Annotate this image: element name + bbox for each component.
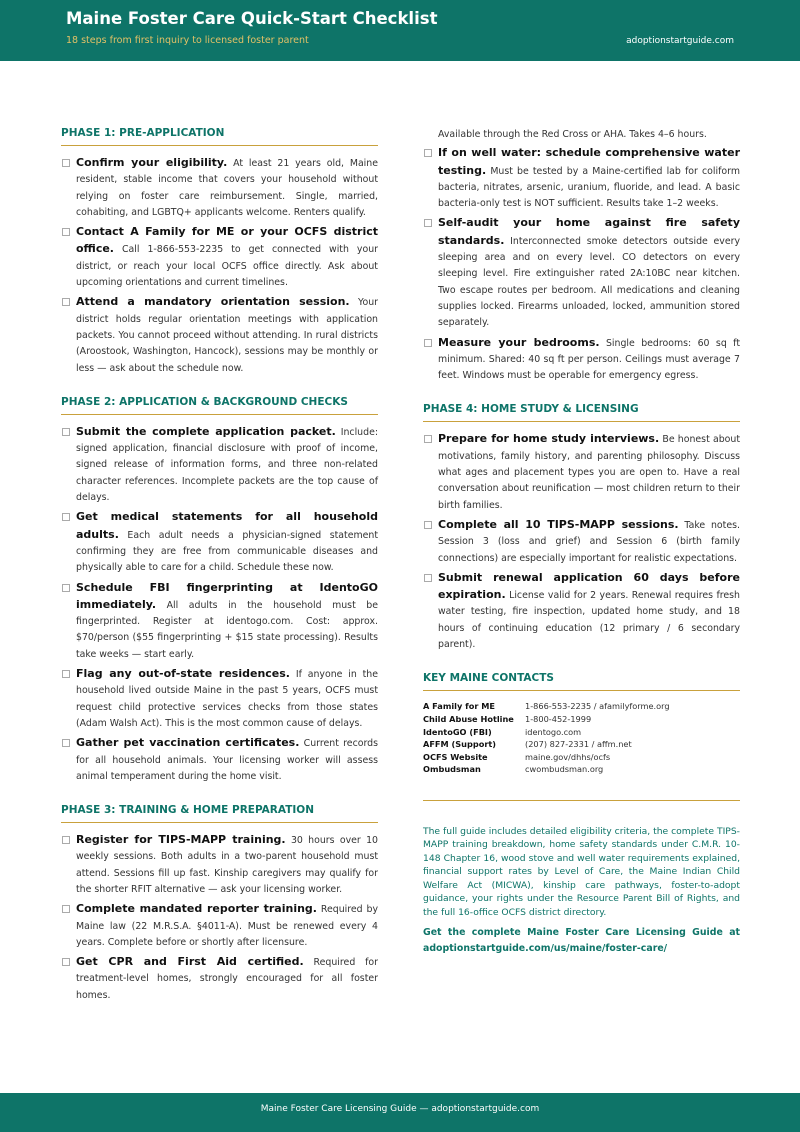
checklist-item-title: Contact A Family for ME or your OCFS district office. [76,225,378,256]
phase1-list [61,155,378,377]
checklist-item-text: Include: signed application, financial disclosure with proof of income, signed release of information forms, and three non-related character references. Incomplete packets are the top cause of delays. [76,426,378,504]
guide-cta-link[interactable]: Get the complete Maine Foster Care Licensing Guide at adoptionstartguide.com/us/maine/foster-care/ [423,927,740,954]
checkbox[interactable] [62,958,70,966]
page-footer [0,1093,800,1132]
contact-value[interactable]: 1-866-553-2235 / afamilyforme.org [525,701,670,712]
contact-row [423,738,740,751]
checklist-item [61,735,378,785]
contact-row [423,700,740,713]
checklist-item [61,294,378,376]
phase3-right-list [423,145,740,384]
contact-name: AFFM (Support) [423,739,497,750]
checklist-item-text: Must be tested by a Maine-certified lab for coliform bacteria, nitrates, arsenic, uranium, fluoride, and lead. A basic bacteria-only test is NOT sufficient. Results take 1–2 weeks. [438,165,740,210]
checklist-item-text: Required for treatment-level homes, strongly encouraged for all foster homes. [76,957,378,1001]
checklist-item [61,901,378,951]
checklist-item-title: Complete all 10 TIPS-MAPP sessions. [438,517,679,531]
contact-name: OCFS Website [423,751,488,762]
section-divider [423,800,740,801]
contact-value[interactable]: maine.gov/dhhs/ocfs [525,751,611,762]
contact-value[interactable]: identogo.com [525,726,582,737]
contact-row [423,713,740,726]
contact-name: Ombudsman [423,764,481,775]
checkbox[interactable] [62,836,70,844]
contact-row [423,726,740,739]
checklist-item-title: Flag any out-of-state residences. [76,667,290,681]
phase2-heading: PHASE 2: APPLICATION & BACKGROUND CHECKS [61,396,378,415]
checklist-item-text: At least 21 years old, Maine resident, stable income that covers your household without relying on foster care reimbursement. Single, married, cohabiting, and LGBTQ+ applicants welcome. Renters qualify. [76,158,378,218]
checklist-item-text: Take notes. Session 3 (loss and grief) and Session 6 (birth family connections) are especially important for realistic expectations. [438,519,740,564]
checklist-item-text: Each adult needs a physician-signed statement confirming they are free from communicable diseases and physically able to care for a child. Schedule these now. [76,529,378,574]
checklist-item [61,224,378,291]
phase4-list [423,431,740,653]
checklist-item-title: If on well water: schedule comprehensive water testing. [438,146,740,177]
phase3-list [61,832,378,1004]
checklist-item [423,570,740,653]
header-site-link[interactable]: adoptionstartguide.com [626,36,734,46]
checkbox[interactable] [62,513,70,521]
checklist-item [423,335,740,385]
checklist-item-text: Current records for all household animals. Your licensing worker will assess animal temperament during the home visit. [76,738,378,782]
right-column [423,127,740,956]
checklist-item-title: Prepare for home study interviews. [438,432,660,446]
checklist-item [61,954,378,1004]
checklist-item [423,431,740,513]
checkbox[interactable] [424,435,432,443]
checklist-item-text: Interconnected smoke detectors outside every sleeping area and on every level. CO detectors on every sleeping level. Fire extinguisher rated 2A:10BC near kitchen. Two escape routes per bedroom. All medications and cleaning supplies locked. Firearms unloaded, locked, ammunition stored separately. [438,235,740,329]
checkbox[interactable] [62,159,70,167]
checkbox[interactable] [62,428,70,436]
contact-name: IdentoGO (FBI) [423,726,492,737]
phase4-heading: PHASE 4: HOME STUDY & LICENSING [423,403,740,422]
checklist-item-text: Call 1-866-553-2235 to get connected with your district, or reach your local OCFS office directly. Ask about upcoming orientations and current timelines. [76,244,378,289]
checklist-item-title: Attend a mandatory orientation session. [76,295,350,309]
checkbox[interactable] [62,905,70,913]
page-header [0,0,800,61]
phase1-heading: PHASE 1: PRE-APPLICATION [61,127,378,146]
checklist-item-title: Self-audit your home against fire safety standards. [438,216,740,247]
contact-value[interactable]: 1-800-452-1999 [525,713,592,724]
contact-row [423,751,740,764]
checklist-item-text: If anyone in the household lived outside Maine in the past 5 years, OCFS must request child protective services checks from those states (Adam Walsh Act). This is the most common cause of delays. [76,669,378,729]
checklist-item-title: Gather pet vaccination certificates. [76,736,300,750]
footer-text: Maine Foster Care Licensing Guide — adoptionstartguide.com [260,1104,540,1114]
checkbox[interactable] [424,521,432,529]
checkbox[interactable] [424,219,432,227]
checklist-item-text: All adults in the household must be fingerprinted. Register at identogo.com. Cost: approx. $70/person ($55 fingerprinting + $15 state processing). Results take weeks — start early. [76,599,378,660]
checklist-item [423,517,740,567]
checkbox[interactable] [62,298,70,306]
page-subtitle: 18 steps from first inquiry to licensed foster parent [66,35,309,46]
checklist-item-text: Single bedrooms: 60 sq ft minimum. Shared: 40 sq ft per person. Ceilings must average 7 feet. Windows must be operable for emergency egress. [438,337,740,382]
checklist-item-title: Submit the complete application packet. [76,424,336,438]
checklist-item [61,832,378,898]
contact-name: Child Abuse Hotline [423,713,514,724]
checklist-item [423,145,740,212]
checklist-item [61,424,378,506]
page-title: Maine Foster Care Quick-Start Checklist [66,9,438,28]
checklist-item-title: Get medical statements for all household adults. [76,510,378,541]
checkbox[interactable] [62,670,70,678]
checklist-item-text: 30 hours over 10 weekly sessions. Both adults in a two-parent household must attend. Sessions fill up fast. Kinship caregivers may qualify for the shorter RFIT alternative — ask your licensing worker. [76,835,378,895]
guide-summary: The full guide includes detailed eligibility criteria, the complete TIPS-MAPP training breakdown, home safety standards under C.M.R. 10-148 Chapter 16, wood stove and well water requirements explained, financial support rates by Level of Care, the Maine Indian Child Welfare Act (MICWA), kinship care pathways, foster-to-adopt guidance, your rights under the Resource Parent Bill of Rights, and the full 16-office OCFS district directory. [423,825,740,918]
checklist-item-title: Get CPR and First Aid certified. [76,955,304,969]
checklist-item-title: Register for TIPS-MAPP training. [76,833,286,847]
checklist-item [61,155,378,221]
checkbox[interactable] [424,149,432,157]
phase3-continuation: Available through the Red Cross or AHA. Takes 4–6 hours. [438,129,707,140]
checklist-item-text: Be honest about motivations, family history, and parenting philosophy. Discuss what ages and placement types you are open to. Have a real conversation about reunification — most children return to their birth families. [438,434,740,511]
checkbox[interactable] [62,584,70,592]
checkbox[interactable] [424,574,432,582]
checklist-item-text: Your district holds regular orientation meetings with application packets. You cannot proceed without attending. In rural districts (Aroostook, Washington, Hancock), sessions may be monthly or less — ask about the schedule now. [76,297,378,374]
phase2-list [61,424,378,785]
checklist-item-title: Measure your bedrooms. [438,335,600,349]
checklist-item [61,580,378,663]
left-column [61,127,378,1007]
checklist-item-title: Schedule FBI fingerprinting at IdentoGO immediately. [76,580,378,611]
contact-row [423,763,740,776]
contact-name: A Family for ME [423,701,495,712]
checklist-item [61,509,378,576]
checklist-item-title: Complete mandated reporter training. [76,902,317,916]
checklist-item-title: Submit renewal application 60 days before expiration. [438,570,740,602]
checkbox[interactable] [424,339,432,347]
checklist-item [423,215,740,331]
contact-value[interactable]: (207) 827-2331 / affm.net [525,739,632,750]
checkbox[interactable] [62,228,70,236]
checklist-item-text: License valid for 2 years. Renewal requires fresh water testing, fire inspection, updated home study, and 18 hours of continuing education (12 primary / 6 secondary parent). [438,590,740,651]
contact-value[interactable]: cwombudsman.org [525,764,604,775]
checkbox[interactable] [62,739,70,747]
contacts-heading: KEY MAINE CONTACTS [423,672,740,691]
checklist-item-text: Required by Maine law (22 M.R.S.A. §4011-A). Must be renewed every 4 years. Complete before or shortly after licensure. [76,904,379,948]
phase3-heading: PHASE 3: TRAINING & HOME PREPARATION [61,804,378,823]
contacts-table [423,700,740,776]
checklist-item [61,666,378,732]
checklist-item-title: Confirm your eligibility. [76,156,228,169]
